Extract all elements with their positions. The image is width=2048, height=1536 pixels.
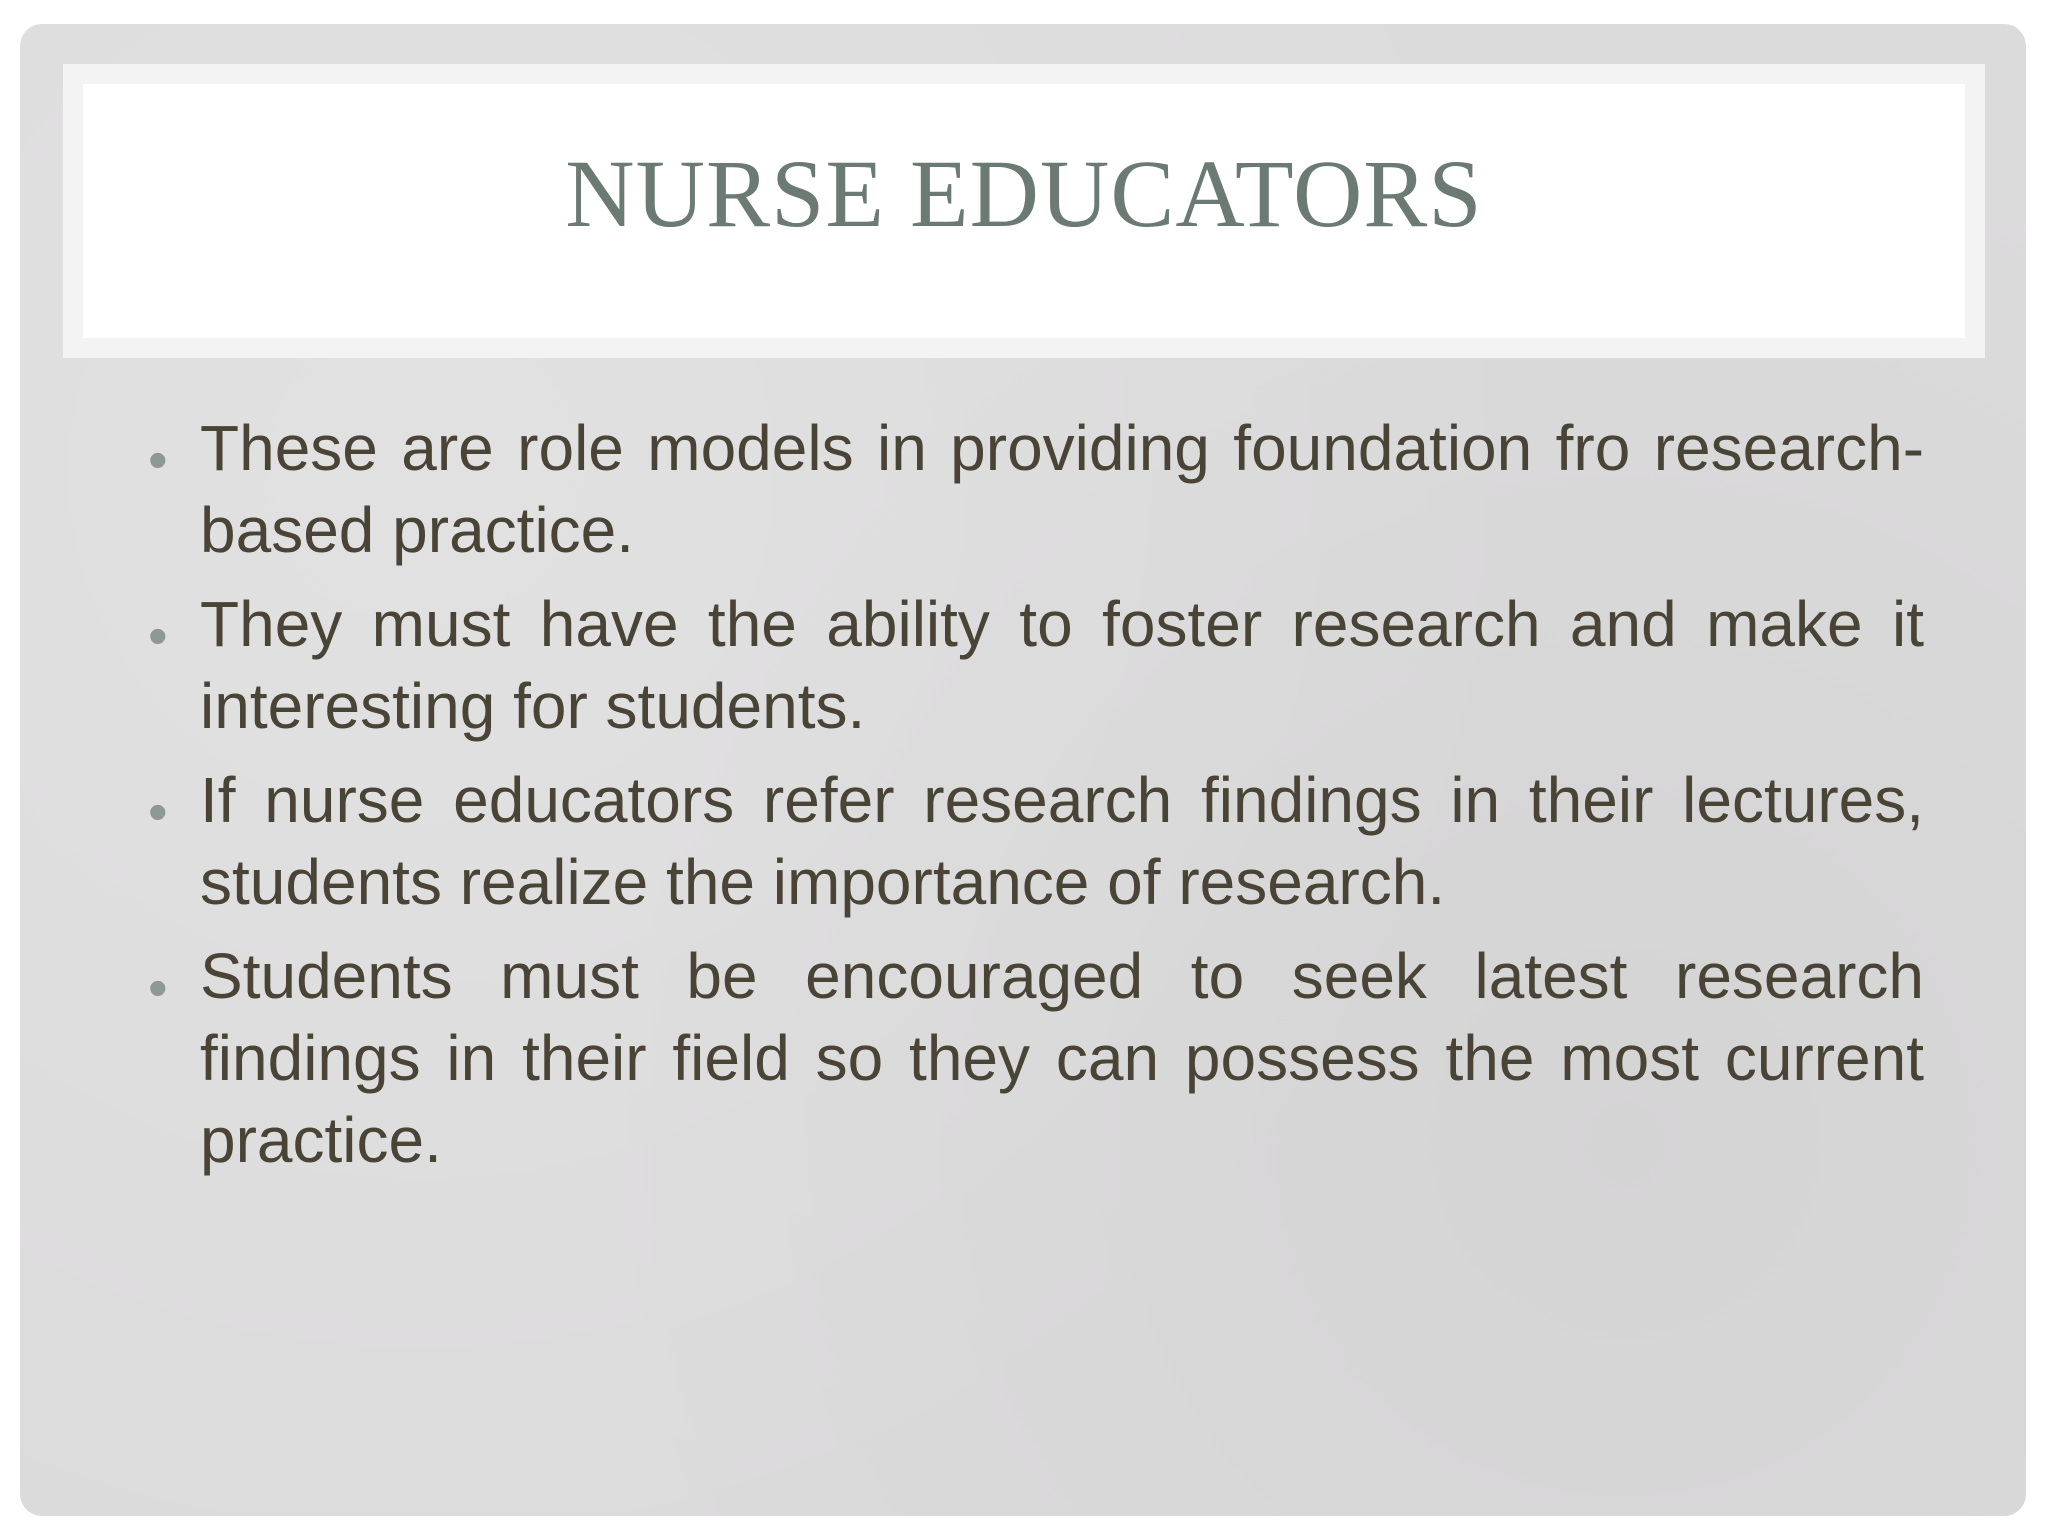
bullet-text: These are role models in providing foundation fro research-based practice. bbox=[200, 412, 1924, 566]
slide bbox=[20, 24, 2026, 1516]
bullet-dot-icon: • bbox=[148, 956, 168, 1019]
title-frame bbox=[63, 64, 1985, 358]
bullet-item bbox=[148, 583, 1924, 747]
bullet-list bbox=[148, 407, 1924, 1193]
bullet-dot-icon: • bbox=[148, 428, 168, 491]
bullet-item bbox=[148, 759, 1924, 923]
slide-title: NURSE EDUCATORS bbox=[565, 139, 1483, 247]
bullet-text: If nurse educators refer research findings in their lectures, students realize the importance of research. bbox=[200, 764, 1924, 918]
title-box bbox=[83, 84, 1965, 338]
bullet-dot-icon: • bbox=[148, 604, 168, 667]
bullet-text: Students must be encouraged to seek latest research findings in their field so they can possess the most current practice. bbox=[200, 940, 1924, 1176]
bullet-item bbox=[148, 407, 1924, 571]
bullet-text: They must have the ability to foster research and make it interesting for students. bbox=[200, 588, 1924, 742]
bullet-item bbox=[148, 935, 1924, 1181]
bullet-dot-icon: • bbox=[148, 780, 168, 843]
